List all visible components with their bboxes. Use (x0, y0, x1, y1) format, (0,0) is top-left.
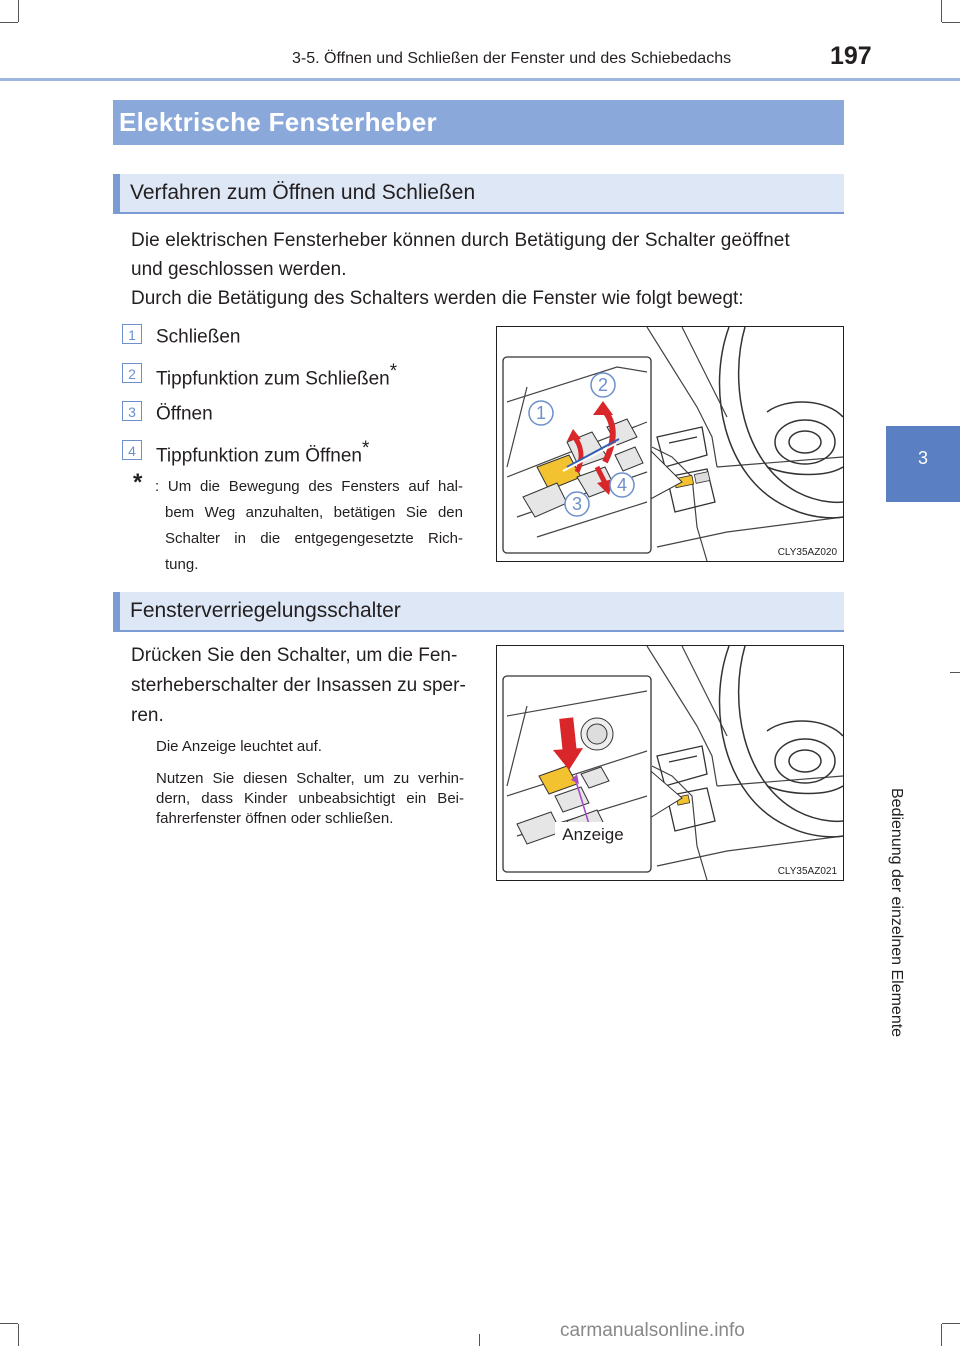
watermark: carmanualsonline.info (560, 1320, 745, 1341)
list-item (156, 399, 213, 425)
item-number-badge: 3 (122, 401, 142, 421)
figure-callout: 2 (597, 375, 609, 395)
item-number-badge: 2 (122, 363, 142, 383)
intro-line: Die elektrischen Fensterheber können durch Betätigung der Schalter geöffnet (131, 230, 790, 251)
note-indicator: Die Anzeige leuchtet auf. (156, 738, 322, 755)
item-number-badge: 1 (122, 324, 142, 344)
page-number: 197 (830, 42, 872, 70)
crop-mark (479, 1334, 480, 1346)
figure-code: CLY35AZ020 (777, 547, 837, 558)
figure-lock-switch (496, 645, 844, 881)
item-star: * (389, 361, 398, 382)
figure-callout: 1 (535, 403, 547, 423)
item-star: * (361, 438, 370, 459)
item-text: Tippfunktion zum Öffnen (156, 445, 362, 467)
note-line: fahrerfenster öffnen oder schließen. (156, 810, 394, 827)
intro-line: Durch die Betätigung des Schalters werden die Fenster wie folgt bewegt: (131, 288, 744, 309)
lock-switch-illustration (497, 646, 843, 880)
item-text: Tippfunktion zum Schließen (156, 368, 390, 390)
note-line: dern, dass Kinder unbeabsichtigt ein Bei- (156, 790, 464, 807)
note-line: Nutzen Sie diesen Schalter, um zu verhin- (156, 770, 464, 787)
footnote-line: bem Weg anzuhalten, betätigen Sie den (165, 504, 463, 521)
figure-label: Anzeige (562, 825, 624, 844)
crop-mark (18, 1324, 19, 1346)
figure-callout: 4 (616, 475, 628, 495)
figure-callout: 3 (571, 494, 583, 514)
item-text: Öffnen (156, 403, 213, 425)
section1-intro (131, 226, 843, 313)
window-switch-illustration (497, 327, 843, 561)
section-header: 3-5. Öffnen und Schließen der Fenster und des Schiebedachs (292, 50, 732, 67)
footnote-line: tung. (165, 556, 199, 573)
list-item (156, 361, 397, 390)
crop-mark (942, 22, 960, 23)
body-line: ren. (131, 705, 164, 726)
figure-code: CLY35AZ021 (777, 866, 837, 877)
section2-heading: Fensterverriegelungsschalter (113, 592, 844, 632)
chapter-number: 3 (917, 448, 928, 468)
section1-heading: Verfahren zum Öffnen und Schließen (113, 174, 844, 214)
chapter-title: Bedienung der einzelnen Elemente (888, 788, 905, 1038)
list-item (156, 438, 369, 467)
crop-mark (950, 672, 960, 673)
crop-mark (941, 0, 942, 22)
footnote-star: * (133, 469, 143, 496)
list-item (156, 322, 241, 348)
item-number-badge: 4 (122, 440, 142, 460)
section2-body (131, 641, 471, 731)
crop-mark (18, 0, 19, 22)
footnote (133, 469, 463, 578)
crop-mark (942, 1323, 960, 1324)
body-line: sterheberschalter der Insassen zu sper- (131, 675, 466, 696)
footnote-line: Schalter in die entgegengesetzte Rich- (165, 530, 463, 547)
crop-mark (941, 1324, 942, 1346)
footnote-line: : Um die Bewegung des Fensters auf hal- (155, 478, 463, 495)
item-text: Schließen (156, 326, 241, 348)
figure-window-switch (496, 326, 844, 562)
main-title: Elektrische Fensterheber (113, 100, 844, 145)
intro-line: und geschlossen werden. (131, 259, 347, 280)
crop-mark (0, 22, 18, 23)
header-rule (0, 78, 960, 81)
body-line: Drücken Sie den Schalter, um die Fen- (131, 645, 458, 666)
note-usage (156, 769, 464, 829)
crop-mark (0, 1323, 18, 1324)
